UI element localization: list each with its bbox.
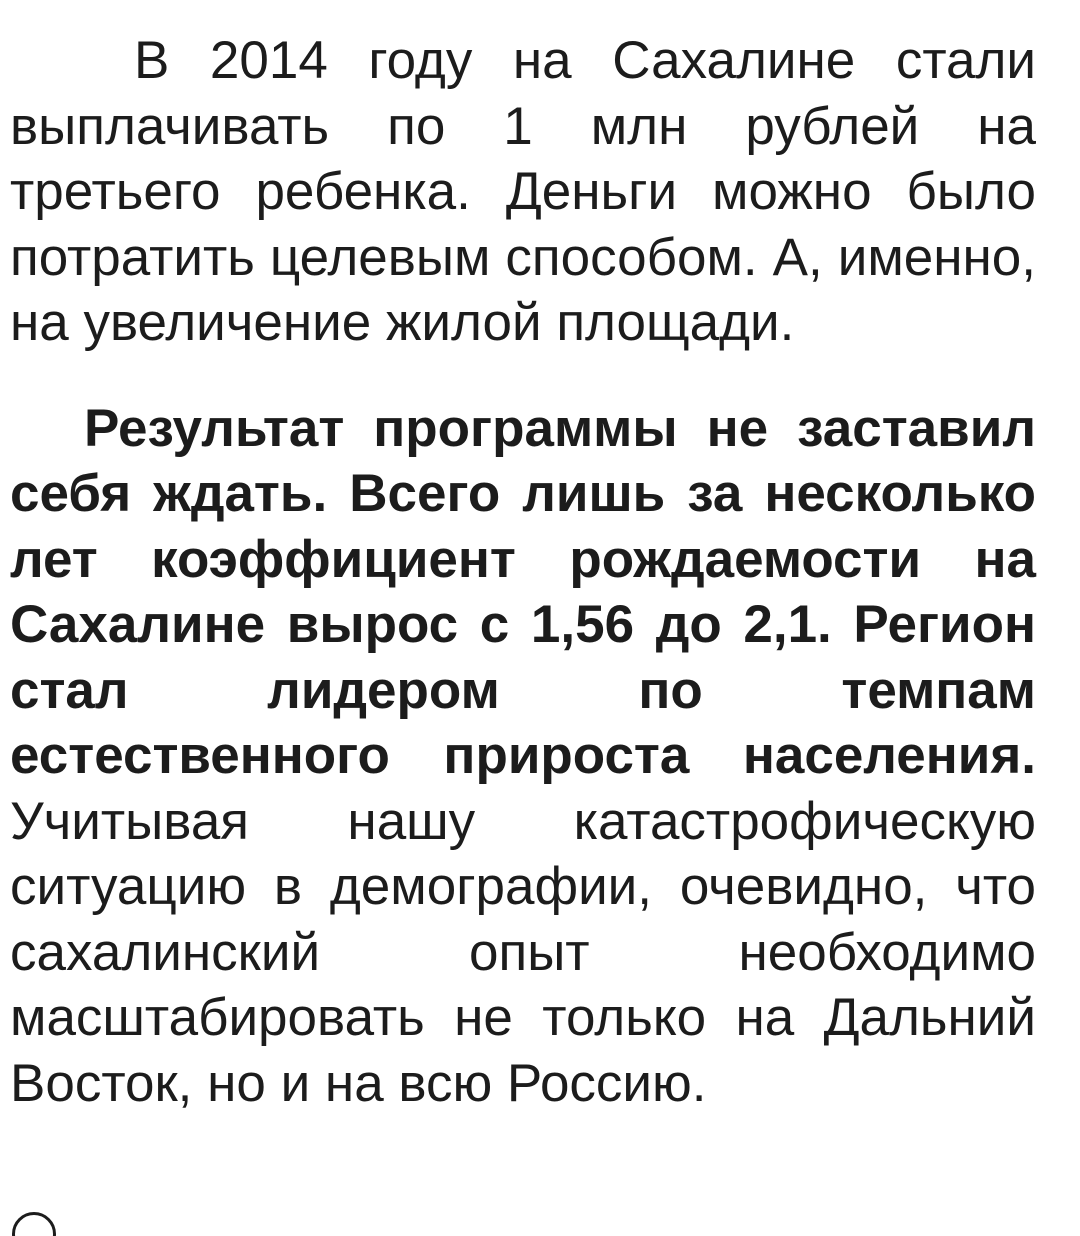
article-body [10, 28, 1036, 1116]
paragraph-2-bold-text: Результат программы не заставил себя ждать. Всего лишь за несколько лет коэффициент рождаемости на Сахалине вырос с 1,56 до 2,1. Регион стал лидером по темпам естественного прироста населения. [10, 398, 1036, 785]
paragraph-1-text: В 2014 году на Сахалине стали выплачивать по 1 млн рублей на третьего ребенка. Деньги можно было потратить целевым способом. А, именно, на увеличение жилой площади. [10, 31, 1036, 352]
paragraph-2 [10, 396, 1036, 1117]
paragraph-2-regular-text: Учитывая нашу катастрофическую ситуацию в демографии, очевидно, что сахалинский опыт необходимо масштабировать не только на Дальний Восток, но и на всю Россию. [10, 791, 1036, 1113]
paragraph-1 [10, 28, 1036, 356]
cut-off-letter [12, 1212, 56, 1236]
next-paragraph-cutoff [10, 1212, 1036, 1236]
